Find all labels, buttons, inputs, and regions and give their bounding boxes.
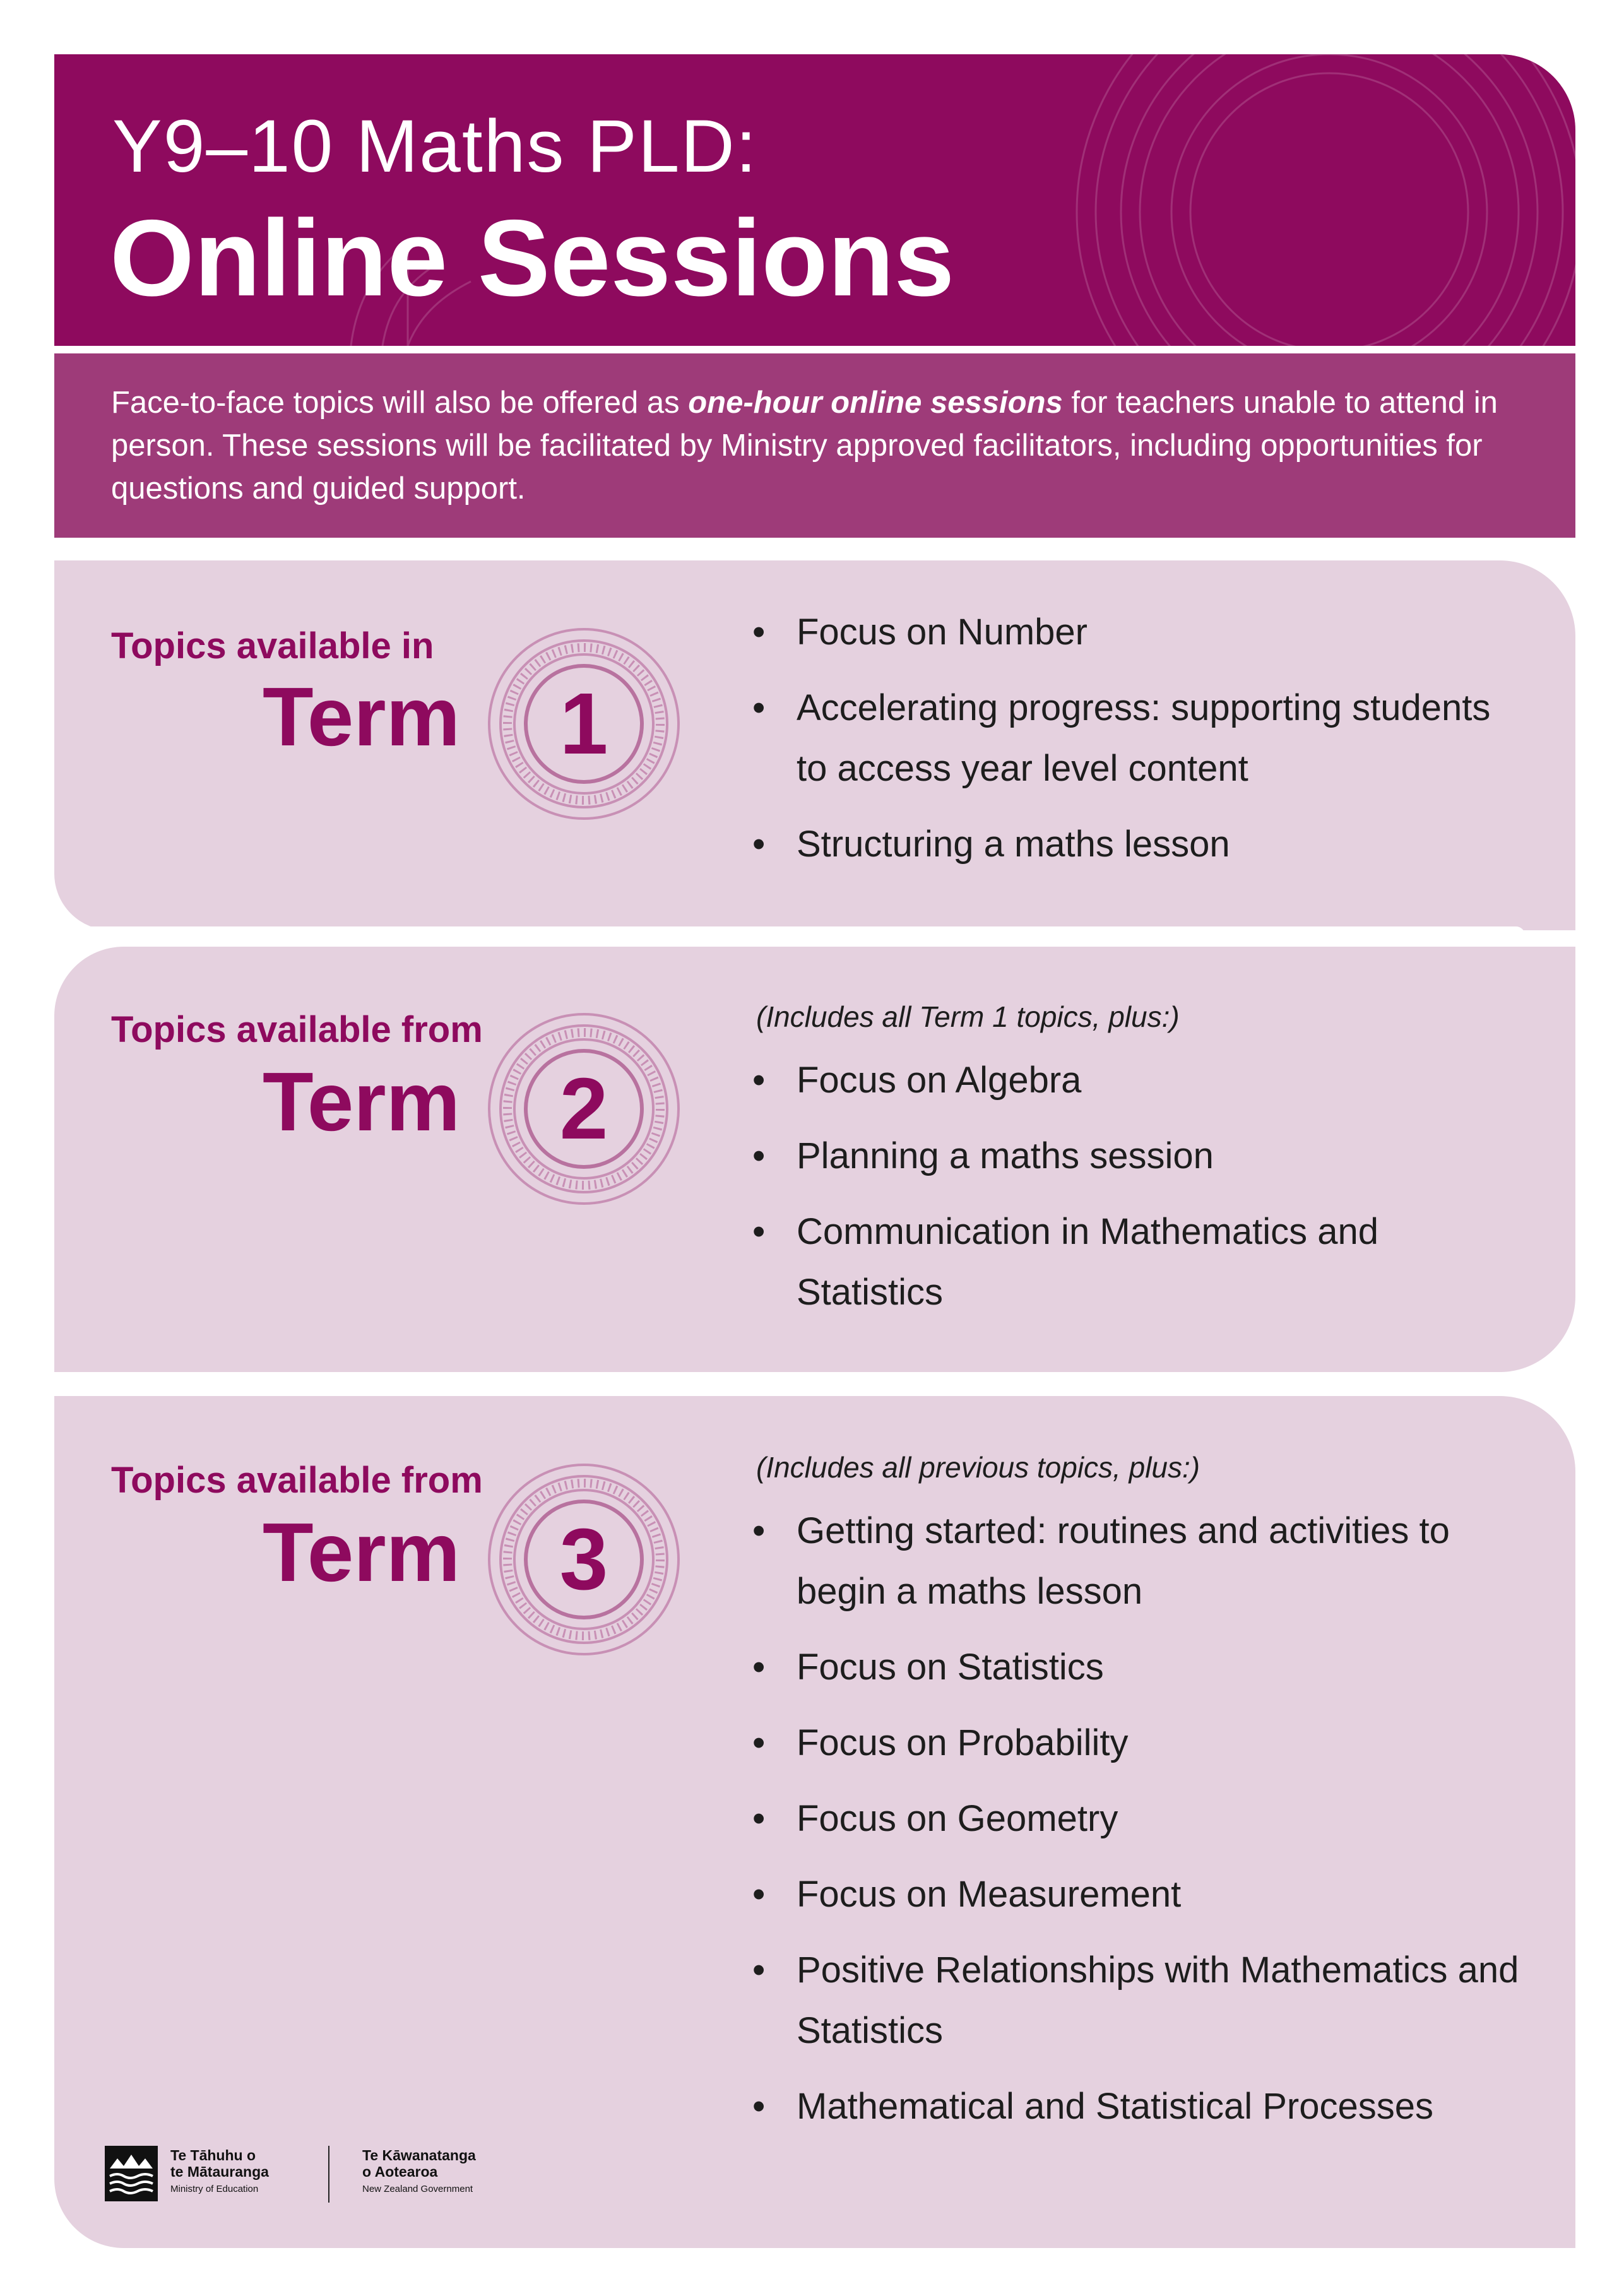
footer-logos: [105, 2146, 509, 2203]
list-item: • Getting started: routines and activities to begin a maths lesson: [752, 1501, 1529, 1622]
list-item: • Focus on Number: [752, 602, 1529, 663]
term-3-number: 3: [559, 1510, 608, 1608]
list-item: • Focus on Geometry: [752, 1789, 1529, 1849]
ministry-name-line3: Ministry of Education: [170, 2184, 259, 2194]
list-item: • Structuring a maths lesson: [752, 814, 1529, 875]
ministry-of-education-logo-icon: [105, 2146, 158, 2201]
ministry-name-line1: Te Tāhuhu o: [170, 2147, 256, 2163]
term-2-label: Topics available from: [111, 1009, 483, 1050]
list-item: • Focus on Algebra: [752, 1050, 1529, 1111]
term-2-number: 2: [559, 1060, 608, 1157]
government-name-line3: New Zealand Government: [362, 2184, 473, 2194]
page-title-line1: Y9–10 Maths PLD:: [112, 105, 758, 188]
term-2-word: Term: [263, 1055, 460, 1148]
term-1-word: Term: [263, 670, 460, 763]
list-item: • Planning a maths session: [752, 1126, 1529, 1186]
term-3-word: Term: [263, 1506, 460, 1599]
header-banner: [54, 54, 1575, 346]
ministry-name-line2: te Mātauranga: [170, 2163, 269, 2180]
card-divider: [54, 926, 1525, 944]
card-divider: [101, 1376, 1575, 1394]
government-name-line1: Te Kāwanatanga: [362, 2147, 476, 2163]
intro-band: [54, 353, 1575, 538]
term-3-topic-list: [752, 1501, 1529, 2152]
intro-text-emphasis: one-hour online sessions: [688, 386, 1063, 420]
term-1-topic-list: [752, 602, 1529, 890]
logo-separator: [328, 2146, 329, 2203]
term-2-note: (Includes all Term 1 topics, plus:): [756, 1000, 1180, 1033]
term-3-label: Topics available from: [111, 1460, 483, 1501]
list-item: • Focus on Measurement: [752, 1864, 1529, 1925]
term-2-badge: [486, 1011, 682, 1207]
intro-paragraph: [111, 381, 1519, 510]
list-item: • Communication in Mathematics and Statistics: [752, 1202, 1529, 1323]
term-1-number: 1: [559, 675, 608, 772]
term-2-topic-list: [752, 1050, 1529, 1338]
list-item: • Mathematical and Statistical Processes: [752, 2076, 1529, 2137]
list-item: • Accelerating progress: supporting students to access year level content: [752, 678, 1529, 799]
term-1-badge: [486, 626, 682, 822]
list-item: • Focus on Statistics: [752, 1637, 1529, 1698]
term-3-badge: [486, 1462, 682, 1657]
government-name-line2: o Aotearoa: [362, 2163, 438, 2180]
list-item: • Positive Relationships with Mathematics and Statistics: [752, 1940, 1529, 2061]
intro-text-before: Face-to-face topics will also be offered as: [111, 386, 689, 420]
term-1-label: Topics available in: [111, 625, 434, 666]
intro-text-after: for teachers unable to attend in person. These sessions will be facilitated by Ministry approved facilitators, including opportunities for questions and guided support.: [111, 386, 1498, 506]
list-item: • Focus on Probability: [752, 1713, 1529, 1773]
term-3-note: (Includes all previous topics, plus:): [756, 1451, 1200, 1484]
page-title-line2: Online Sessions: [110, 198, 955, 319]
